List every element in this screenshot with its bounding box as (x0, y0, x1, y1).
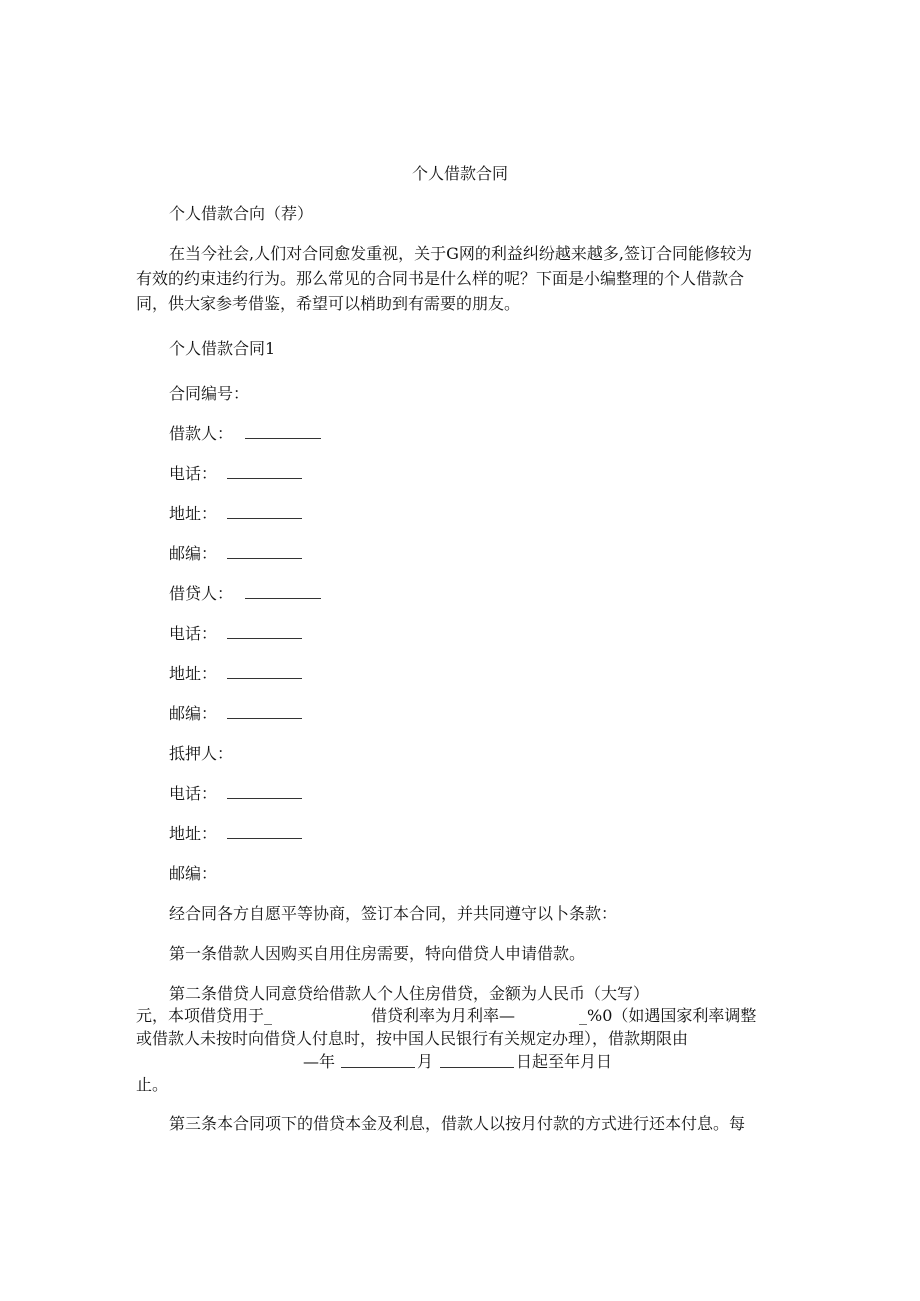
lender-label: 借贷人： (169, 584, 234, 603)
borrower-phone-label: 电话： (169, 464, 218, 483)
borrower-zip-blank[interactable] (227, 558, 302, 559)
contract-heading: 个人借款合同1 (169, 339, 276, 358)
article-2-line-1: 第二条借贷人同意贷给借款人个人住房借贷，金额为人民币（大写） (169, 984, 650, 1003)
document-subtitle: 个人借款合向（荐） (169, 204, 314, 223)
article-1: 第一条借款人因购买自用住房需要，特向借贷人申请借款。 (169, 944, 586, 963)
borrower-label: 借款人： (169, 424, 234, 443)
agreement-intro: 经合同各方自愿平等协商，签订本合同，并共同遵守以卜条款： (169, 904, 618, 923)
lender-blank[interactable] (245, 598, 321, 599)
borrower-address-label: 地址： (169, 504, 218, 523)
intro-line-1: 在当今社会,人们对合同愈发重视，关于G网的利益纠纷越来越多,签订合同能修较为 (169, 244, 752, 263)
intro-line-3: 同，供大家参考借鉴，希望可以梢助到有需要的朋友。 (136, 294, 521, 313)
article-2-month-blank[interactable] (440, 1067, 514, 1068)
mortgagor-phone-blank[interactable] (227, 798, 302, 799)
mortgagor-address-label: 地址： (169, 824, 218, 843)
mortgagor-label: 抵押人： (169, 744, 234, 763)
mortgagor-phone-label: 电话： (169, 784, 218, 803)
lender-address-blank[interactable] (227, 678, 302, 679)
article-2-line-3: 或借款人未按时向借贷人付息时，按中国人民银行有关规定办理），借款期限由 (136, 1029, 689, 1048)
lender-phone-blank[interactable] (227, 638, 302, 639)
contract-number-label: 合同编号： (169, 384, 250, 403)
article-2-line-5: 止。 (136, 1075, 169, 1094)
article-3: 第三条本合同项下的借贷本金及利息，借款人以按月付款的方式进行还本付息。每 (169, 1114, 746, 1133)
lender-phone-label: 电话： (169, 624, 218, 643)
document-title: 个人借款合同 (411, 164, 508, 183)
article-2-line-2-part-2: 借贷利率为月利率— (371, 1006, 516, 1025)
lender-zip-blank[interactable] (227, 718, 302, 719)
lender-address-label: 地址： (169, 664, 218, 683)
mortgagor-address-blank[interactable] (227, 838, 302, 839)
borrower-phone-blank[interactable] (227, 478, 302, 479)
borrower-blank[interactable] (245, 438, 321, 439)
article-2-year-blank[interactable] (341, 1067, 415, 1068)
lender-zip-label: 邮编： (169, 704, 218, 723)
borrower-zip-label: 邮编： (169, 544, 218, 563)
article-2-line-2-part-1: 元，本项借贷用于_ (136, 1006, 273, 1025)
article-2-line-4-day: 日起至年月日 (516, 1052, 613, 1071)
intro-line-2: 有效的约束违约行为。那么常见的合同书是什么样的呢？下面是小编整理的个人借款合 (136, 269, 745, 288)
borrower-address-blank[interactable] (227, 518, 302, 519)
article-2-line-4-year: —年 (303, 1052, 336, 1071)
article-2-line-4-month: 月 (417, 1052, 434, 1071)
article-2-line-2-part-3: _%0（如遇国家利率调整 (579, 1006, 757, 1025)
mortgagor-zip-label: 邮编： (169, 864, 218, 883)
